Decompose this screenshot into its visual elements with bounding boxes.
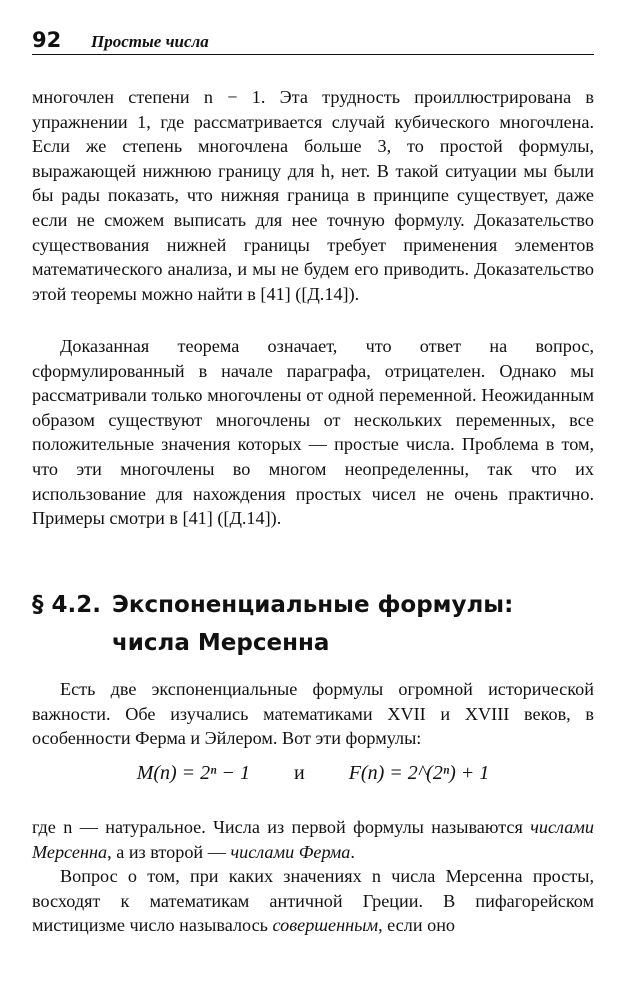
paragraph-4-text-c: . (350, 841, 355, 862)
paragraph-2: Доказанная теорема означает, что ответ на вопрос, сформулированный в начале параграфа, отрицателен. Однако мы рассматривали только многочлены от одной переменной. Неожиданным образом существуют многочлены от нескольких переменных, все положительные значения которых — простые числа. Проблема в том, что эти многочлены во многом неопределенны, так что их использование для нахождения простых чисел не очень практично. Примеры смотри в [41] ([Д.14]). (32, 336, 594, 529)
paragraph-4-text-a: где n — натуральное. Числа из первой формулы называются (32, 817, 531, 837)
page-header (32, 28, 594, 55)
section-title-line-2: числа Мерсенна (112, 630, 330, 656)
display-formula (32, 762, 594, 785)
running-head: Простые числа (91, 32, 209, 51)
paragraph-4 (32, 815, 594, 864)
section-number: § 4.2. (32, 592, 101, 618)
paragraph-1: многочлен степени n − 1. Эта трудность проиллюстрирована в упражнении 1, где рассматривается случай кубического многочлена. Если же степень многочлена больше 3, то простой формулы, выражающей нижнюю границу для h, нет. В такой ситуации мы были бы рады показать, что нижняя граница в принципе существует, даже если не сможем выписать для нее точную формулу. Доказательство существования нижней границы требует применения элементов математического анализа, и мы не будем его приводить. Доказательство этой теоремы можно найти в [41] ([Д.14]). (32, 87, 594, 304)
term-perfect: совершенным (272, 915, 379, 936)
paragraph-5-text-b: , если оно (378, 915, 456, 936)
term-fermat-numbers: числами Ферма (230, 841, 351, 862)
paragraph-4-text-b: , а из второй — (107, 841, 231, 862)
term-mersenne-numbers: числами Мерсенна (32, 817, 594, 862)
paragraph-5-text-a: Вопрос о том, при каких значениях n числа Мерсенна просты, восходят к математикам античной Греции. В пифагорейском мистицизме число называлось (32, 866, 594, 936)
mersenne-formula: M(n) = 2ⁿ − 1 (136, 762, 250, 784)
formula-conjunction: и (293, 762, 305, 784)
paragraph-5 (32, 864, 594, 938)
section-heading (32, 586, 594, 662)
fermat-formula: F(n) = 2^(2ⁿ) + 1 (348, 762, 490, 784)
page-number: 92 (32, 28, 62, 52)
section-heading-line-1 (32, 586, 594, 624)
paragraph-3: Есть две экспоненциальные формулы огромной исторической важности. Обе изучались математиками XVII и XVIII веков, в особенности Ферма и Эйлером. Вот эти формулы: (32, 679, 594, 749)
section-title-line-1: Экспоненциальные формулы: (112, 592, 514, 618)
